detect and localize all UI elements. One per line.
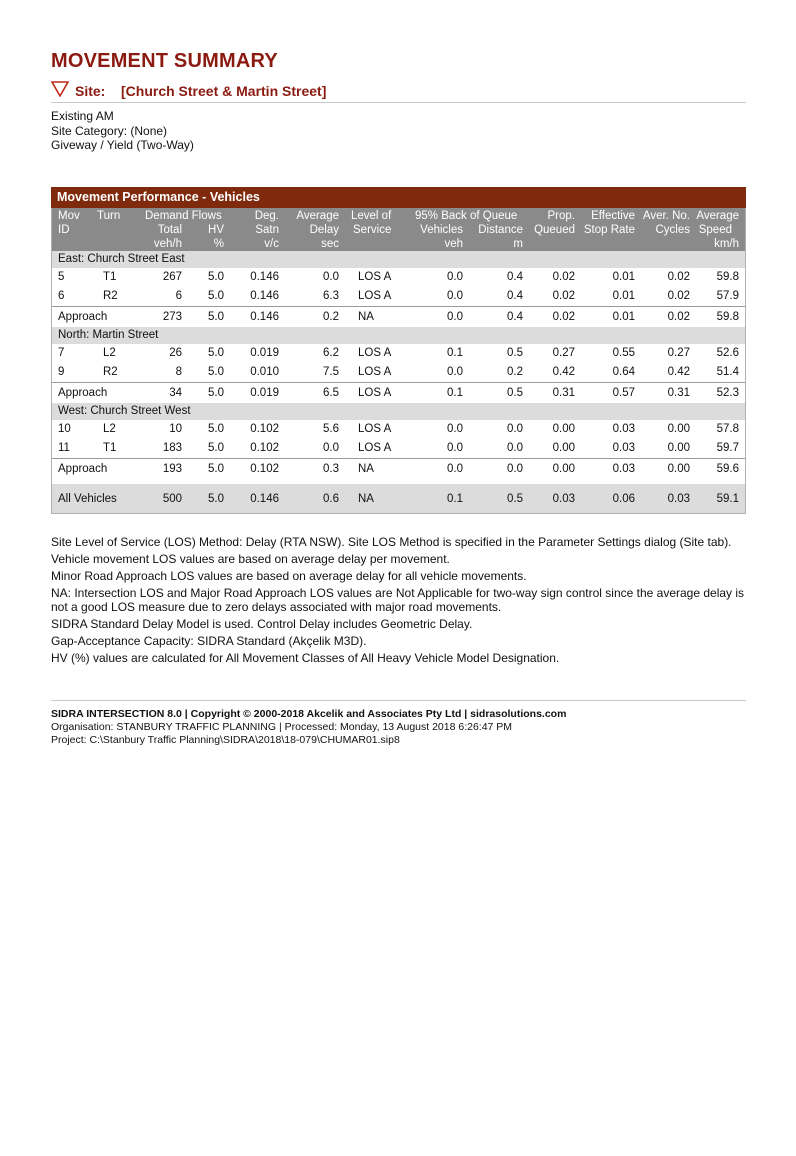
cell-avg-speed: 57.9 [716,290,739,302]
table-row [52,363,745,382]
approach-section-header [52,327,745,344]
cell-queue-distance: 0.0 [507,423,523,435]
cell-queue-distance: 0.5 [507,493,523,505]
cell-queue-vehicles: 0.0 [447,366,463,378]
note-los-method: Site Level of Service (LOS) Method: Delay (RTA NSW). Site LOS Method is specified in the Parameter Settings dialog (Site tab). [51,535,732,549]
cell-deg-satn: 0.019 [250,387,279,399]
cell-total-flow: 183 [162,442,182,454]
cell-hv-percent: 5.0 [208,366,224,378]
cell-queue-vehicles: 0.0 [447,463,463,475]
cell-total-flow: 193 [162,463,182,475]
cell-hv-percent: 5.0 [208,463,224,475]
cell-turn: R2 [103,290,118,302]
table-row [52,439,745,458]
note-na: NA: Intersection LOS and Major Road Approach LOS values are Not Applicable for two-way sign control since the average delay is not a good LOS measure due to zero delays associated with major road movements. [51,586,745,614]
cell-aver-cycles: 0.31 [667,387,690,399]
cell-total-flow: 10 [169,423,182,435]
header-effective: Effective [591,210,635,222]
header-distance-unit: m [513,238,523,250]
cell-queue-vehicles: 0.0 [447,442,463,454]
note-vehicle-los: Vehicle movement LOS values are based on average delay per movement. [51,552,450,566]
cell-avg-speed: 57.8 [716,423,739,435]
cell-prop-queued: 0.02 [552,311,575,323]
cell-eff-stop-rate: 0.55 [612,347,635,359]
cell-mov-id: Approach [58,311,108,323]
cell-hv-percent: 5.0 [208,347,224,359]
header-delay-unit: sec [321,238,339,250]
cell-deg-satn: 0.010 [250,366,279,378]
header-back-of-queue: 95% Back of Queue [415,210,518,222]
approach-name: North: Martin Street [58,329,159,341]
site-category: Site Category: (None) [51,123,168,138]
cell-eff-stop-rate: 0.03 [612,463,635,475]
cell-mov-id: Approach [58,387,108,399]
approach-section-header [52,251,745,268]
approach-total-row [52,306,745,327]
note-gap-acceptance: Gap-Acceptance Capacity: SIDRA Standard (Akçelik M3D). [51,634,367,648]
table-row [52,344,745,363]
cell-aver-cycles: 0.27 [667,347,690,359]
note-delay-model: SIDRA Standard Delay Model is used. Control Delay includes Geometric Delay. [51,617,473,631]
cell-queue-distance: 0.4 [507,311,523,323]
cell-deg-satn: 0.019 [250,347,279,359]
cell-aver-cycles: 0.42 [667,366,690,378]
cell-avg-delay: 0.6 [323,493,339,505]
header-cycles: Cycles [655,224,690,236]
header-demand-flows: Demand Flows [145,210,222,222]
cell-avg-delay: 6.2 [323,347,339,359]
cell-prop-queued: 0.42 [552,366,575,378]
cell-level-of-service: LOS A [358,387,392,399]
cell-mov-id: All Vehicles [58,493,117,505]
approach-total-row [52,382,745,403]
header-hv-unit: % [213,238,224,250]
cell-eff-stop-rate: 0.01 [612,290,635,302]
cell-queue-vehicles: 0.0 [447,290,463,302]
cell-level-of-service: NA [358,311,374,323]
cell-queue-distance: 0.5 [507,347,523,359]
column-headers [52,208,745,251]
scenario-name: Existing AM [51,109,114,123]
note-hv: HV (%) values are calculated for All Movement Classes of All Heavy Vehicle Model Designation. [51,651,560,665]
cell-avg-delay: 6.3 [323,290,339,302]
cell-avg-speed: 59.6 [716,463,739,475]
cell-queue-vehicles: 0.1 [447,387,463,399]
cell-turn: T1 [103,442,117,454]
cell-eff-stop-rate: 0.03 [612,423,635,435]
cell-deg-satn: 0.102 [250,463,279,475]
cell-queue-distance: 0.0 [507,463,523,475]
cell-avg-delay: 6.5 [323,387,339,399]
cell-eff-stop-rate: 0.57 [612,387,635,399]
header-satn: Satn [255,224,279,236]
header-aver-no: Aver. No. [642,210,690,222]
cell-turn: R2 [103,366,118,378]
cell-queue-vehicles: 0.1 [447,493,463,505]
header-turn: Turn [97,210,121,222]
cell-deg-satn: 0.146 [250,271,279,283]
cell-deg-satn: 0.146 [250,311,279,323]
cell-total-flow: 8 [175,366,182,378]
cell-avg-delay: 0.0 [323,271,339,283]
header-hv: HV [208,224,224,236]
cell-hv-percent: 5.0 [208,311,224,323]
cell-total-flow: 500 [162,493,182,505]
cell-total-flow: 6 [175,290,182,302]
cell-level-of-service: LOS A [358,347,392,359]
cell-eff-stop-rate: 0.01 [612,311,635,323]
cell-prop-queued: 0.00 [552,463,575,475]
cell-prop-queued: 0.03 [552,493,575,505]
cell-avg-speed: 59.1 [716,493,739,505]
header-average: Average [296,210,339,222]
cell-eff-stop-rate: 0.06 [612,493,635,505]
table-row [52,287,745,306]
header-distance: Distance [478,224,523,236]
page-title: MOVEMENT SUMMARY [51,50,278,72]
cell-avg-delay: 0.3 [323,463,339,475]
cell-total-flow: 34 [169,387,182,399]
cell-total-flow: 26 [169,347,182,359]
footer-organisation: Organisation: STANBURY TRAFFIC PLANNING | Processed: Monday, 13 August 2018 6:26:47 PM [51,721,513,733]
cell-queue-distance: 0.4 [507,271,523,283]
cell-avg-speed: 51.4 [716,366,739,378]
cell-avg-speed: 59.8 [716,271,739,283]
cell-queue-distance: 0.5 [507,387,523,399]
notes [51,535,746,668]
cell-avg-speed: 52.3 [716,387,739,399]
cell-aver-cycles: 0.03 [667,493,690,505]
cell-level-of-service: LOS A [358,442,392,454]
cell-level-of-service: NA [358,463,374,475]
cell-aver-cycles: 0.02 [667,271,690,283]
cell-hv-percent: 5.0 [208,290,224,302]
cell-queue-distance: 0.2 [507,366,523,378]
cell-prop-queued: 0.00 [552,423,575,435]
cell-total-flow: 273 [162,311,182,323]
cell-eff-stop-rate: 0.01 [612,271,635,283]
footer-project: Project: C:\Stanbury Traffic Planning\SIDRA\2018\18-079\CHUMAR01.sip8 [51,734,400,746]
cell-queue-vehicles: 0.0 [447,423,463,435]
cell-avg-speed: 52.6 [716,347,739,359]
cell-queue-distance: 0.0 [507,442,523,454]
approach-section-header [52,403,745,420]
header-speed-unit: km/h [714,238,739,250]
header-total-unit: veh/h [153,238,182,250]
cell-queue-distance: 0.4 [507,290,523,302]
cell-queue-vehicles: 0.1 [447,347,463,359]
cell-eff-stop-rate: 0.64 [612,366,635,378]
cell-deg-satn: 0.146 [250,290,279,302]
cell-mov-id: 10 [58,423,71,435]
cell-mov-id: 9 [58,366,65,378]
all-vehicles-row [52,484,745,513]
table-rows [52,251,745,513]
header-id: ID [58,224,70,236]
note-minor-road: Minor Road Approach LOS values are based on average delay for all vehicle movements. [51,569,527,583]
header-satn-unit: v/c [264,238,279,250]
movement-performance-table [51,187,746,514]
cell-level-of-service: LOS A [358,271,392,283]
cell-prop-queued: 0.02 [552,271,575,283]
cell-turn: T1 [103,271,117,283]
footer-copyright: SIDRA INTERSECTION 8.0 | Copyright © 2000-2018 Akcelik and Associates Pty Ltd | sidrasolutions.com [51,708,567,720]
cell-hv-percent: 5.0 [208,423,224,435]
header-deg: Deg. [254,210,279,222]
cell-hv-percent: 5.0 [208,442,224,454]
cell-avg-delay: 7.5 [323,366,339,378]
cell-avg-delay: 0.2 [323,311,339,323]
cell-deg-satn: 0.102 [250,423,279,435]
header-queued: Queued [534,224,575,236]
cell-turn: L2 [103,423,116,435]
cell-mov-id: 5 [58,271,65,283]
header-level-of: Level of [351,210,392,222]
approach-total-row [52,458,745,479]
site-name: [Church Street & Martin Street] [121,83,327,99]
cell-aver-cycles: 0.00 [667,463,690,475]
cell-level-of-service: NA [358,493,374,505]
header-vehicles: Vehicles [420,224,463,236]
table-body [51,208,746,514]
table-row [52,268,745,287]
cell-prop-queued: 0.27 [552,347,575,359]
site-info [51,109,194,153]
footer [51,700,746,747]
header-stop-rate: Stop Rate [583,224,635,236]
table-row [52,420,745,439]
cell-eff-stop-rate: 0.03 [612,442,635,454]
control-type: Giveway / Yield (Two-Way) [51,138,194,152]
cell-mov-id: 11 [58,442,70,454]
cell-avg-speed: 59.7 [716,442,739,454]
approach-name: East: Church Street East [58,253,185,265]
header-avg-speed: Average [696,210,739,222]
cell-turn: L2 [103,347,116,359]
cell-mov-id: 7 [58,347,65,359]
cell-avg-delay: 5.6 [323,423,339,435]
cell-aver-cycles: 0.00 [667,442,690,454]
cell-level-of-service: LOS A [358,423,392,435]
approach-name: West: Church Street West [58,405,191,417]
cell-avg-delay: 0.0 [323,442,339,454]
cell-hv-percent: 5.0 [208,387,224,399]
cell-hv-percent: 5.0 [208,493,224,505]
cell-queue-vehicles: 0.0 [447,271,463,283]
header-total: Total [157,224,182,236]
header-service: Service [353,224,392,236]
header-vehicles-unit: veh [444,238,463,250]
header-speed: Speed [698,224,732,236]
header-prop: Prop. [547,210,575,222]
cell-deg-satn: 0.146 [250,493,279,505]
cell-mov-id: 6 [58,290,65,302]
cell-aver-cycles: 0.02 [667,311,690,323]
cell-level-of-service: LOS A [358,290,392,302]
cell-queue-vehicles: 0.0 [447,311,463,323]
cell-total-flow: 267 [162,271,182,283]
cell-mov-id: Approach [58,463,108,475]
cell-prop-queued: 0.31 [552,387,575,399]
cell-deg-satn: 0.102 [250,442,279,454]
header-delay: Delay [309,224,339,236]
cell-prop-queued: 0.00 [552,442,575,454]
cell-aver-cycles: 0.02 [667,290,690,302]
header-mov: Mov [58,210,80,222]
cell-prop-queued: 0.02 [552,290,575,302]
cell-aver-cycles: 0.00 [667,423,690,435]
table-title: Movement Performance - Vehicles [51,187,746,208]
cell-avg-speed: 59.8 [716,311,739,323]
site-heading [51,80,746,103]
giveway-sign-icon [51,81,69,97]
cell-hv-percent: 5.0 [208,271,224,283]
cell-level-of-service: LOS A [358,366,392,378]
site-label: Site: [75,83,106,99]
